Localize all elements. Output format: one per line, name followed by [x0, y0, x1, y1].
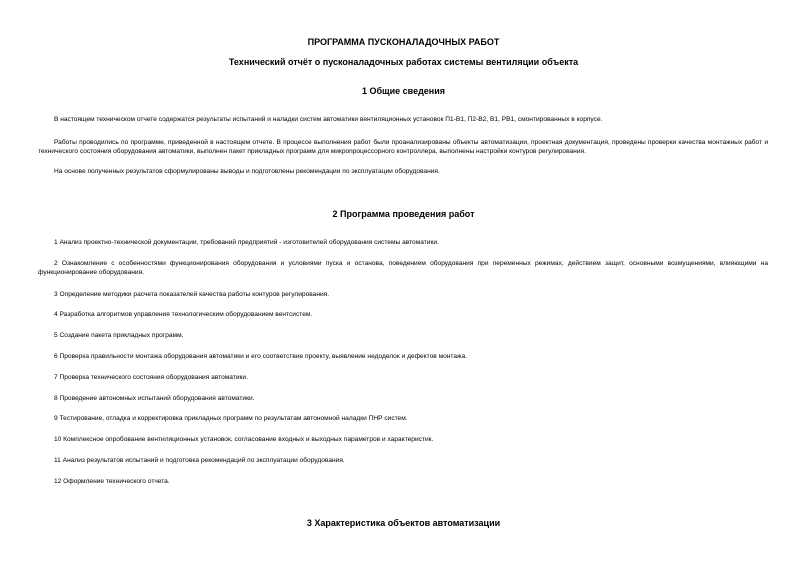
program-item: 8 Проведение автономных испытаний оборудования автоматики. — [54, 395, 255, 402]
section-1-heading: 1 Общие сведения — [361, 86, 446, 96]
section-3-heading: 3 Характеристика объектов автоматизации — [306, 518, 501, 528]
program-item: 10 Комплексное опробование вентиляционных установок, согласование входных и выходных параметров и характеристик. — [54, 436, 434, 443]
program-item: 4 Разработка алгоритмов управления технологическим оборудованием вентсистем. — [54, 311, 313, 318]
program-item: 6 Проверка правильности монтажа оборудования автоматики и его соответствие проекту, выявление недоделок и дефектов монтажа. — [54, 353, 467, 360]
program-item: 9 Тестирование, отладка и корректировка прикладных программ по результатам автономной наладки ПНР систем. — [54, 415, 408, 422]
program-item: 12 Оформление технического отчета. — [54, 478, 170, 485]
section-1-paragraph: Работы проводились по программе, приведенной в настоящем отчете. В процессе выполнения работ были проанализированы объекты автоматизации, проектная документация, проведены проверки качества монтажных работ и технического состояния оборудования автоматики, выполнен пакет прикладных программ для микропроцессорного контроллера, выполнены настройки контуров регулирования. — [38, 139, 768, 155]
program-item: 5 Создание пакета прикладных программ. — [54, 332, 184, 339]
section-1-paragraph: На основе полученных результатов сформулированы выводы и подготовлены рекомендации по эксплуатации оборудования. — [54, 168, 440, 175]
section-1-paragraph: В настоящем техническом отчете содержатся результаты испытаний и наладки систем автоматики вентиляционных установок П1-В1, П2-В2, В1, РВ1, смонтированных в корпусе. — [54, 116, 603, 123]
document-title: ПРОГРАММА ПУСКОНАЛАДОЧНЫХ РАБОТ — [307, 37, 500, 47]
program-item: 1 Анализ проектно-технической документации, требований предприятий - изготовителей оборудования системы автоматики. — [54, 239, 439, 246]
section-2-heading: 2 Программа проведения работ — [332, 209, 475, 219]
program-item: 11 Анализ результатов испытаний и подготовка рекомендаций по эксплуатации оборудования. — [54, 457, 345, 464]
program-item: 3 Определение методики расчета показателей качества работы контуров регулирования. — [54, 291, 330, 298]
program-item: 2 Ознакомление с особенностями функционирования оборудования и условиями пуска и останова, поведением оборудования при переменных режимах, действием защит, основными возмущениями, влияющими на функционирование оборудования. — [38, 260, 768, 276]
program-item: 7 Проверка технического состояния оборудования автоматики. — [54, 374, 248, 381]
document-subtitle: Технический отчёт о пусконаладочных работах системы вентиляции объекта — [228, 57, 579, 67]
